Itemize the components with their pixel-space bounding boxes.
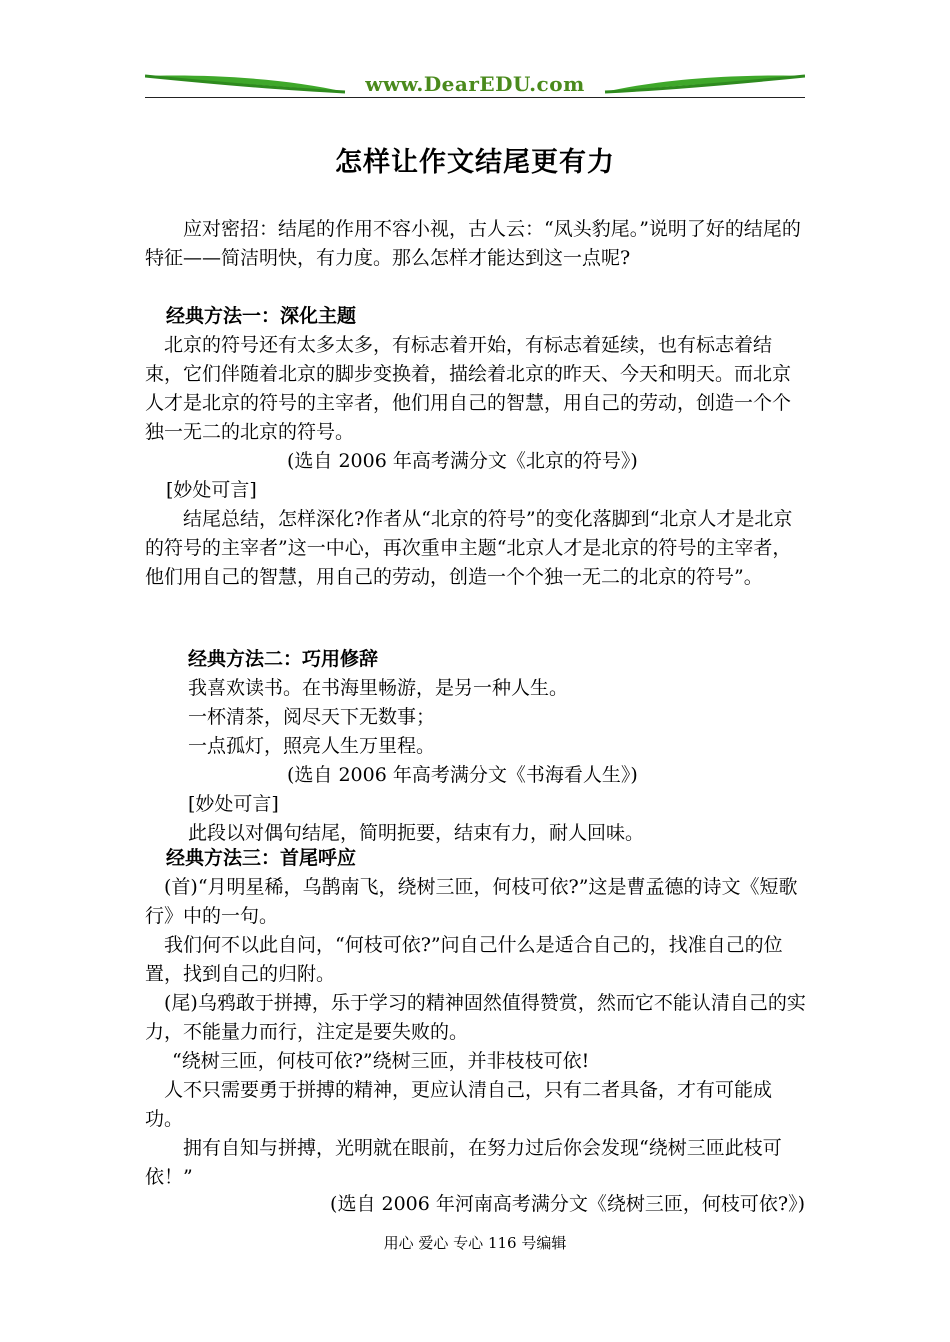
method2-comment: 此段以对偶句结尾，简明扼要，结束有力，耐人回味。 bbox=[188, 822, 645, 844]
page-footer: 用心 爱心 专心 116 号编辑 bbox=[383, 1234, 567, 1252]
method3-p6-block bbox=[145, 1134, 807, 1192]
method3-head-block bbox=[145, 873, 807, 931]
method2-source: (选自 2006 年高考满分文《书海看人生》) bbox=[287, 764, 638, 786]
method2-line: 一杯清茶，阅尽天下无数事； bbox=[188, 706, 436, 728]
method3-p5: 人不只需要勇于拼搏的精神，更应认清自己，只有二者具备，才有可能成功。 bbox=[145, 1079, 773, 1130]
method1-heading: 经典方法一：深化主题 bbox=[166, 305, 357, 327]
method2-line: 一点孤灯，照亮人生万里程。 bbox=[188, 735, 436, 757]
method1-example: 北京的符号还有太多太多，有标志着开始，有标志着延续，也有标志着结束，它们伴随着北京的脚步变换着，描绘着北京的昨天、今天和明天。而北京人才是北京的符号的主宰者，他们用自己的智慧，用自己的劳动，创造一个个独一无二的北京的符号。 bbox=[145, 334, 792, 443]
method3-p6: 拥有自知与拼搏，光明就在眼前，在努力过后你会发现“绕树三匝此枝可依！” bbox=[145, 1137, 782, 1188]
method1-comment: 结尾总结，怎样深化?作者从“北京的符号”的变化落脚到“北京人才是北京的符号的主宰者”这一中心，再次重申主题“北京人才是北京的符号的主宰者，他们用自己的智慧，用自己的劳动，创造一个个独一无二的北京的符号”。 bbox=[145, 508, 793, 588]
method3-p2-block bbox=[145, 931, 807, 989]
method3-tail: (尾)乌鸦敢于拼搏，乐于学习的精神固然值得赞赏，然而它不能认清自己的实力，不能量力而行，注定是要失败的。 bbox=[145, 992, 806, 1043]
method3-source: (选自 2006 年河南高考满分文《绕树三匝，何枝可依?》) bbox=[330, 1193, 805, 1215]
site-url-logo: www.DearEDU.com bbox=[365, 72, 585, 96]
method2-heading: 经典方法二：巧用修辞 bbox=[188, 648, 379, 670]
method3-p2: 我们何不以此自问，“何枝可依?”问自己什么是适合自己的，找准自己的位置，找到自己的归附。 bbox=[145, 934, 783, 985]
method1-source: (选自 2006 年高考满分文《北京的符号》) bbox=[287, 450, 638, 472]
method3-heading: 经典方法三：首尾呼应 bbox=[166, 847, 357, 869]
method1-example-block bbox=[145, 331, 807, 447]
header-divider bbox=[145, 97, 805, 98]
method1-comment-label: [妙处可言] bbox=[166, 479, 257, 501]
method3-head: (首)“月明星稀，乌鹊南飞，绕树三匝，何枝可依?”这是曹孟德的诗文《短歌行》中的一句。 bbox=[145, 876, 798, 927]
method1-comment-block bbox=[145, 505, 807, 592]
method3-quote: “绕树三匝，何枝可依?”绕树三匝，并非枝枝可依! bbox=[172, 1050, 590, 1072]
intro-paragraph: 应对密招：结尾的作用不容小视，古人云：“凤头豹尾。”说明了好的结尾的特征——简洁明快，有力度。那么怎样才能达到这一点呢? bbox=[145, 218, 801, 269]
method2-line: 我喜欢读书。在书海里畅游，是另一种人生。 bbox=[188, 677, 569, 699]
method3-p5-block bbox=[145, 1076, 807, 1134]
document-title: 怎样让作文结尾更有力 bbox=[335, 147, 615, 178]
intro-paragraph-block bbox=[145, 215, 807, 273]
method2-comment-label: [妙处可言] bbox=[188, 793, 279, 815]
method3-tail-block bbox=[145, 989, 807, 1047]
